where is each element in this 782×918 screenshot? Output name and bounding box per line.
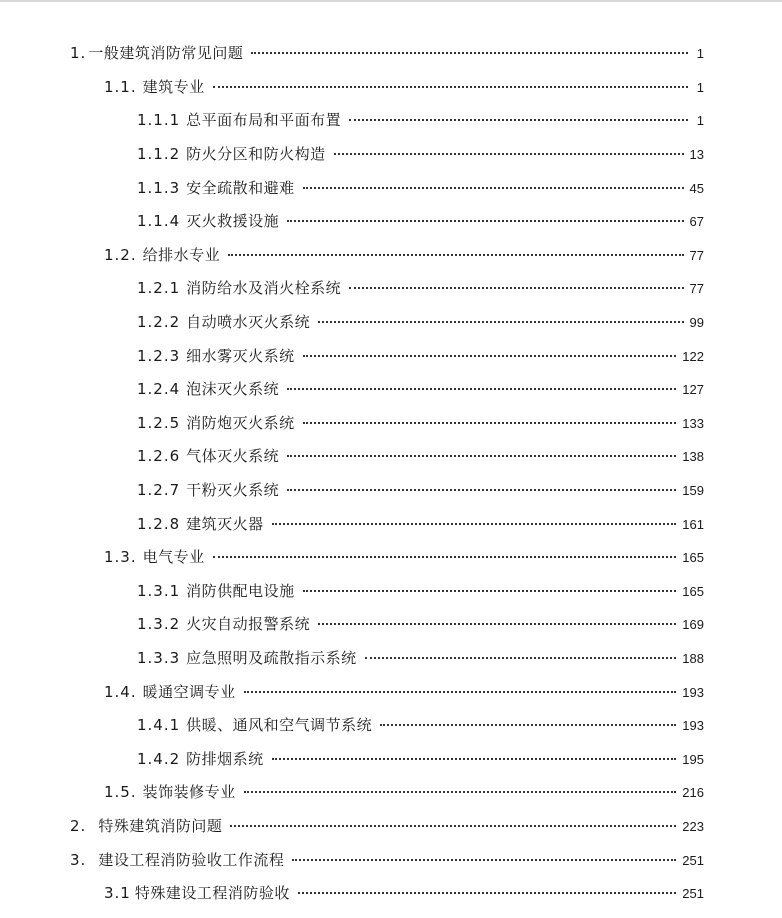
- entry-number: 3.: [70, 851, 87, 869]
- dot-leader: [272, 523, 677, 525]
- page-number: 77: [689, 281, 704, 296]
- toc-entry[interactable]: [137, 377, 704, 401]
- entry-title: 特殊建筑消防问题: [98, 817, 223, 835]
- entry-number: 1.2.2: [137, 313, 181, 331]
- entry-number: 1.3.3: [137, 649, 181, 667]
- dot-leader: [228, 254, 683, 256]
- dot-leader: [365, 657, 677, 659]
- entry-title: 给排水专业: [142, 246, 221, 264]
- page-number: 127: [682, 382, 704, 397]
- dot-leader: [303, 355, 677, 357]
- entry-title: 防火分区和防火构造: [186, 145, 326, 163]
- page-number: 165: [682, 584, 704, 599]
- toc-entry[interactable]: [137, 478, 704, 502]
- page-number: 193: [682, 685, 704, 700]
- entry-number: 1.3.: [104, 548, 137, 566]
- page-number: 67: [689, 214, 704, 229]
- entry-number: 1.: [70, 44, 87, 62]
- entry-title: 气体灭火系统: [186, 447, 280, 465]
- dot-leader: [213, 86, 688, 88]
- entry-title: 防排烟系统: [186, 750, 264, 768]
- entry-number: 1.1.3: [137, 179, 181, 197]
- entry-number: 1.3.1: [137, 582, 181, 600]
- toc-entry[interactable]: [137, 108, 704, 132]
- page-number: 1: [696, 113, 704, 128]
- page-number: 161: [682, 517, 704, 532]
- dot-leader: [287, 388, 676, 390]
- page-number: 1: [696, 46, 704, 61]
- dot-leader: [349, 287, 683, 289]
- entry-title: 电气专业: [142, 548, 205, 566]
- entry-number: 1.2.7: [137, 481, 181, 499]
- page-number: 45: [689, 181, 704, 196]
- dot-leader: [272, 758, 677, 760]
- toc-entry[interactable]: [137, 747, 704, 771]
- page-number: 159: [682, 483, 704, 498]
- entry-title: 暖通空调专业: [142, 683, 236, 701]
- entry-number: 1.2.4: [137, 380, 181, 398]
- entry-number: 1.2.1: [137, 279, 181, 297]
- toc-entry[interactable]: [104, 545, 704, 569]
- entry-number: 2.: [70, 817, 87, 835]
- page-number: 99: [689, 315, 704, 330]
- entry-number: 1.4.1: [137, 716, 181, 734]
- toc-entry[interactable]: [70, 814, 704, 838]
- page-number: 122: [682, 349, 704, 364]
- toc-entry[interactable]: [137, 209, 704, 233]
- entry-title: 细水雾灭火系统: [186, 347, 295, 365]
- entry-number: 1.4.: [104, 683, 137, 701]
- entry-title: 建筑专业: [142, 78, 205, 96]
- entry-number: 1.2.6: [137, 447, 181, 465]
- dot-leader: [318, 623, 676, 625]
- toc-entry[interactable]: [137, 612, 704, 636]
- entry-title: 火灾自动报警系统: [186, 615, 311, 633]
- entry-number: 1.1.4: [137, 212, 181, 230]
- entry-title: 特殊建设工程消防验收: [134, 884, 290, 902]
- toc-entry[interactable]: [137, 310, 704, 334]
- entry-number: 3.1: [104, 884, 131, 902]
- entry-title: 供暖、通风和空气调节系统: [186, 716, 373, 734]
- entry-title: 消防给水及消火栓系统: [186, 279, 342, 297]
- page-number: 251: [682, 886, 704, 901]
- entry-number: 1.2.5: [137, 414, 181, 432]
- entry-title: 安全疏散和避难: [186, 179, 295, 197]
- dot-leader: [292, 859, 676, 861]
- page-number: 138: [682, 449, 704, 464]
- page-number: 251: [682, 853, 704, 868]
- page-number: 223: [682, 819, 704, 834]
- toc-entry[interactable]: [137, 176, 704, 200]
- dot-leader: [303, 187, 684, 189]
- page-number: 13: [689, 147, 704, 162]
- entry-title: 灭火救援设施: [186, 212, 280, 230]
- entry-number: 1.1.: [104, 78, 137, 96]
- entry-title: 应急照明及疏散指示系统: [186, 649, 357, 667]
- page-number: 169: [682, 617, 704, 632]
- entry-title: 干粉灭火系统: [186, 481, 280, 499]
- entry-title: 一般建筑消防常见问题: [88, 44, 244, 62]
- toc-entry[interactable]: [104, 780, 704, 804]
- toc-entry[interactable]: [104, 75, 704, 99]
- toc-entry[interactable]: [104, 881, 704, 905]
- toc-entry[interactable]: [137, 579, 704, 603]
- dot-leader: [230, 825, 676, 827]
- dot-leader: [303, 422, 677, 424]
- entry-title: 建设工程消防验收工作流程: [98, 851, 285, 869]
- toc-entry[interactable]: [137, 276, 704, 300]
- entry-title: 自动喷水灭火系统: [186, 313, 311, 331]
- toc-entry[interactable]: [137, 646, 704, 670]
- entry-number: 1.2.3: [137, 347, 181, 365]
- dot-leader: [287, 489, 676, 491]
- page-number: 1: [696, 80, 704, 95]
- dot-leader: [287, 220, 683, 222]
- entry-title: 装饰装修专业: [142, 783, 236, 801]
- entry-title: 消防炮灭火系统: [186, 414, 295, 432]
- dot-leader: [318, 321, 683, 323]
- toc-entry[interactable]: [137, 411, 704, 435]
- dot-leader: [334, 153, 684, 155]
- dot-leader: [303, 590, 677, 592]
- page-number: 188: [682, 651, 704, 666]
- dot-leader: [213, 556, 677, 558]
- page-number: 193: [682, 718, 704, 733]
- dot-leader: [244, 691, 677, 693]
- entry-title: 建筑灭火器: [186, 515, 264, 533]
- entry-number: 1.4.2: [137, 750, 181, 768]
- dot-leader: [349, 119, 688, 121]
- dot-leader: [244, 791, 677, 793]
- toc-entry[interactable]: [137, 344, 704, 368]
- page-number: 195: [682, 752, 704, 767]
- page-number: 133: [682, 416, 704, 431]
- entry-title: 泡沫灭火系统: [186, 380, 280, 398]
- top-border: [0, 0, 782, 2]
- entry-number: 1.1.1: [137, 111, 181, 129]
- dot-leader: [287, 455, 676, 457]
- entry-number: 1.5.: [104, 783, 137, 801]
- entry-title: 消防供配电设施: [186, 582, 295, 600]
- entry-number: 1.2.8: [137, 515, 181, 533]
- page-number: 165: [682, 550, 704, 565]
- dot-leader: [380, 724, 676, 726]
- toc-entry[interactable]: [104, 243, 704, 267]
- page-number: 77: [689, 248, 704, 263]
- dot-leader: [298, 892, 676, 894]
- toc-entry[interactable]: [137, 444, 704, 468]
- entry-number: 1.1.2: [137, 145, 181, 163]
- toc-entry[interactable]: [137, 512, 704, 536]
- page-number: 216: [682, 785, 704, 800]
- entry-number: 1.3.2: [137, 615, 181, 633]
- toc-entry[interactable]: [70, 848, 704, 872]
- toc-entry[interactable]: [137, 713, 704, 737]
- toc-entry[interactable]: [70, 41, 704, 65]
- entry-number: 1.2.: [104, 246, 137, 264]
- toc-entry[interactable]: [137, 142, 704, 166]
- dot-leader: [251, 52, 688, 54]
- entry-title: 总平面布局和平面布置: [186, 111, 342, 129]
- toc-entry[interactable]: [104, 680, 704, 704]
